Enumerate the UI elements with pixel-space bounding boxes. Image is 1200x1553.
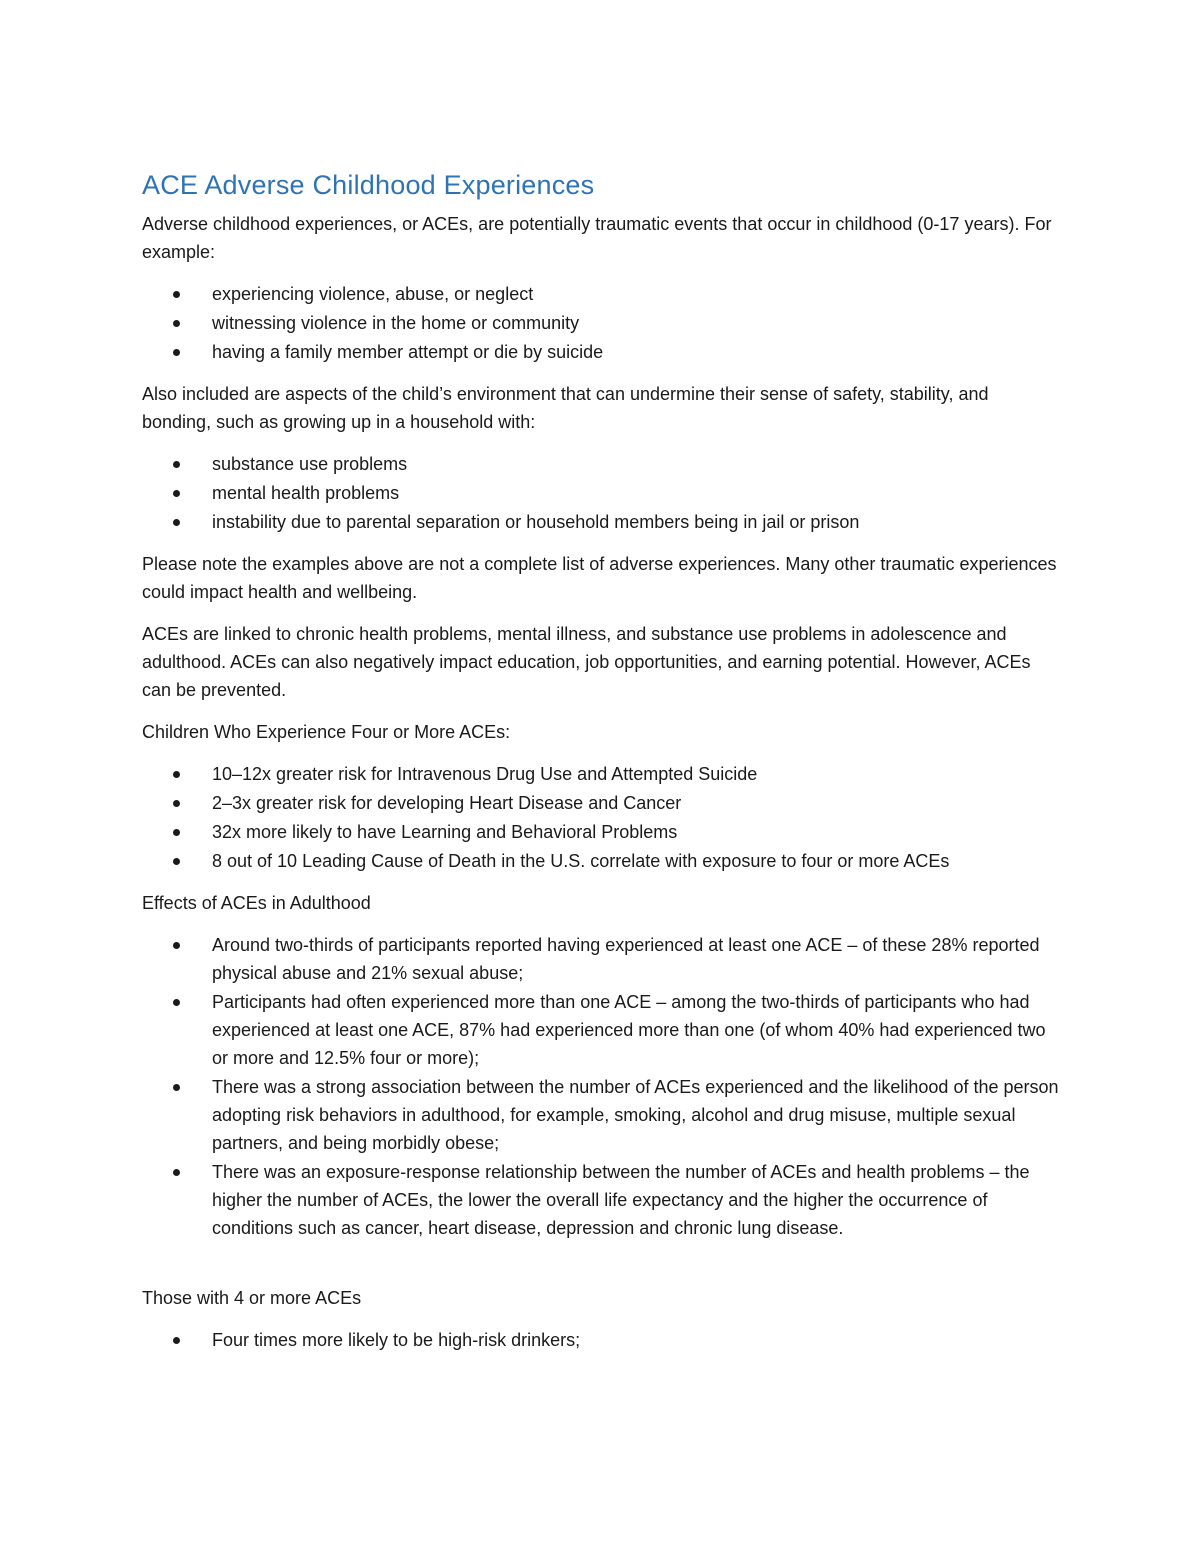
four-plus-list <box>142 760 1062 875</box>
bullet-icon <box>173 858 180 865</box>
bullet-icon <box>173 1169 180 1176</box>
blank-line <box>142 1256 1062 1284</box>
bullet-icon <box>173 1084 180 1091</box>
links-paragraph: ACEs are linked to chronic health problems, mental illness, and substance use problems in adolescence and adulthood. ACEs can also negatively impact education, job opportunities, and earning potential. However, ACEs can be prevented. <box>142 624 1031 700</box>
adulthood-list <box>142 931 1062 1242</box>
list-item: 2–3x greater risk for developing Heart Disease and Cancer <box>142 789 1062 817</box>
four-plus-heading: Children Who Experience Four or More ACEs: <box>142 722 511 742</box>
bullet-icon <box>173 349 180 356</box>
list-item: having a family member attempt or die by suicide <box>142 338 1062 366</box>
list-item: mental health problems <box>142 479 1062 507</box>
list-item: substance use problems <box>142 450 1062 478</box>
bullet-icon <box>173 320 180 327</box>
bullet-icon <box>173 800 180 807</box>
list-item: Four times more likely to be high-risk drinkers; <box>142 1326 1062 1354</box>
those-list <box>142 1326 1062 1354</box>
bullet-icon <box>173 291 180 298</box>
bullet-icon <box>173 519 180 526</box>
list-item: There was a strong association between the number of ACEs experienced and the likelihood of the person adopting risk behaviors in adulthood, for example, smoking, alcohol and drug misuse, multiple sexual partners, and being morbidly obese; <box>142 1073 1062 1157</box>
list-item: Around two-thirds of participants reported having experienced at least one ACE – of these 28% reported physical abuse and 21% sexual abuse; <box>142 931 1062 987</box>
environment-paragraph: Also included are aspects of the child’s environment that can undermine their sense of safety, stability, and bonding, such as growing up in a household with: <box>142 384 989 432</box>
list-item: Participants had often experienced more than one ACE – among the two-thirds of participants who had experienced at least one ACE, 87% had experienced more than one (of whom 40% had experienced two or more and 12.5% four or more); <box>142 988 1062 1072</box>
adulthood-heading: Effects of ACEs in Adulthood <box>142 893 371 913</box>
document-title: ACE Adverse Childhood Experiences <box>142 170 595 200</box>
list-item: instability due to parental separation or household members being in jail or prison <box>142 508 1062 536</box>
document-page <box>142 166 1062 1368</box>
list-item: witnessing violence in the home or community <box>142 309 1062 337</box>
bullet-icon <box>173 461 180 468</box>
bullet-icon <box>173 490 180 497</box>
note-paragraph: Please note the examples above are not a complete list of adverse experiences. Many other traumatic experiences could impact health and wellbeing. <box>142 554 1057 602</box>
bullet-icon <box>173 999 180 1006</box>
list-item: 10–12x greater risk for Intravenous Drug Use and Attempted Suicide <box>142 760 1062 788</box>
bullet-icon <box>173 829 180 836</box>
bullet-icon <box>173 1337 180 1344</box>
bullet-icon <box>173 942 180 949</box>
list-item: There was an exposure-response relationship between the number of ACEs and health problems – the higher the number of ACEs, the lower the overall life expectancy and the higher the occurrence of conditions such as cancer, heart disease, depression and chronic lung disease. <box>142 1158 1062 1242</box>
those-heading: Those with 4 or more ACEs <box>142 1288 362 1308</box>
list-item: 32x more likely to have Learning and Behavioral Problems <box>142 818 1062 846</box>
list-item: experiencing violence, abuse, or neglect <box>142 280 1062 308</box>
bullet-icon <box>173 771 180 778</box>
list-item: 8 out of 10 Leading Cause of Death in the U.S. correlate with exposure to four or more ACEs <box>142 847 1062 875</box>
household-list <box>142 450 1062 536</box>
examples-list <box>142 280 1062 366</box>
intro-paragraph: Adverse childhood experiences, or ACEs, are potentially traumatic events that occur in childhood (0-17 years). For example: <box>142 214 1052 262</box>
